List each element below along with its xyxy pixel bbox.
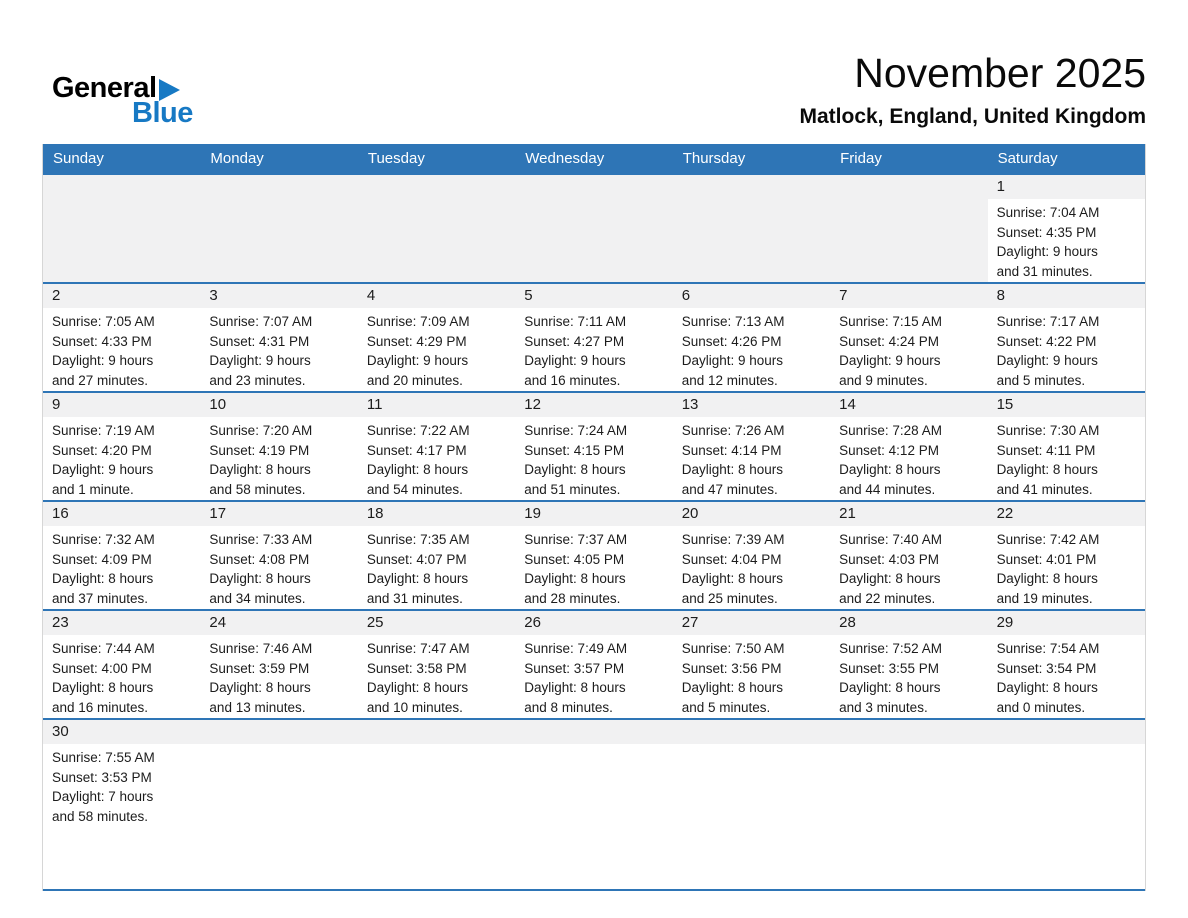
day-cell bbox=[988, 393, 1145, 500]
sunset-line: Sunset: 3:53 PM bbox=[52, 769, 152, 785]
daylight-line-2: and 44 minutes. bbox=[839, 481, 936, 497]
day-number: 15 bbox=[988, 393, 1145, 417]
day-number: 30 bbox=[43, 720, 200, 744]
day-details bbox=[673, 417, 830, 499]
day-details bbox=[200, 635, 357, 717]
daylight-line-2: and 28 minutes. bbox=[524, 590, 621, 606]
daylight-line-2: and 58 minutes. bbox=[209, 481, 306, 497]
daylight-line-2: and 8 minutes. bbox=[524, 699, 613, 715]
sunset-line: Sunset: 3:55 PM bbox=[839, 660, 939, 676]
daylight-line-2: and 23 minutes. bbox=[209, 372, 306, 388]
sunset-line: Sunset: 3:54 PM bbox=[996, 660, 1097, 676]
daylight-line-2: and 37 minutes. bbox=[52, 590, 149, 606]
daylight-line: Daylight: 8 hours bbox=[209, 571, 311, 587]
daylight-line: Daylight: 8 hours bbox=[524, 680, 626, 696]
empty-day-cell bbox=[830, 175, 987, 282]
day-details bbox=[43, 526, 200, 608]
day-details bbox=[358, 635, 515, 717]
day-number-empty bbox=[515, 720, 672, 744]
day-details bbox=[988, 308, 1145, 390]
sunset-line: Sunset: 4:26 PM bbox=[681, 333, 782, 349]
sunset-line: Sunset: 4:00 PM bbox=[52, 660, 152, 676]
day-cell bbox=[673, 502, 830, 609]
day-details bbox=[358, 417, 515, 499]
day-number: 4 bbox=[358, 284, 515, 308]
week-row bbox=[43, 393, 1145, 502]
day-number: 5 bbox=[515, 284, 672, 308]
day-number: 27 bbox=[673, 611, 830, 635]
sunset-line: Sunset: 4:07 PM bbox=[366, 551, 467, 567]
sunrise-line: Sunrise: 7:19 AM bbox=[52, 423, 155, 439]
sunrise-line: Sunrise: 7:30 AM bbox=[996, 423, 1100, 439]
day-details bbox=[515, 526, 672, 608]
sunrise-line: Sunrise: 7:54 AM bbox=[996, 641, 1100, 657]
daylight-line: Daylight: 9 hours bbox=[996, 244, 1098, 260]
day-number: 1 bbox=[988, 175, 1145, 199]
daylight-line-2: and 54 minutes. bbox=[366, 481, 463, 497]
day-number-empty bbox=[43, 175, 200, 199]
day-number-empty bbox=[200, 720, 357, 744]
day-number-empty bbox=[358, 720, 515, 744]
logo-text-blue: Blue bbox=[132, 97, 193, 129]
weekday-header-saturday: Saturday bbox=[997, 150, 1058, 168]
day-number: 29 bbox=[988, 611, 1145, 635]
daylight-line: Daylight: 8 hours bbox=[839, 462, 941, 478]
day-cell bbox=[200, 284, 357, 391]
daylight-line: Daylight: 8 hours bbox=[681, 462, 784, 478]
daylight-line-2: and 13 minutes. bbox=[209, 699, 306, 715]
daylight-line: Daylight: 8 hours bbox=[524, 462, 626, 478]
day-number: 21 bbox=[830, 502, 987, 526]
daylight-line: Daylight: 8 hours bbox=[52, 680, 154, 696]
daylight-line-2: and 31 minutes. bbox=[996, 263, 1093, 279]
sunrise-line: Sunrise: 7:49 AM bbox=[524, 641, 628, 657]
day-number-empty bbox=[673, 720, 830, 744]
weekday-header-tuesday: Tuesday bbox=[367, 150, 425, 168]
day-details bbox=[988, 635, 1145, 717]
daylight-line: Daylight: 8 hours bbox=[681, 571, 784, 587]
day-cell bbox=[358, 502, 515, 609]
daylight-line: Daylight: 9 hours bbox=[996, 353, 1098, 369]
day-number: 7 bbox=[830, 284, 987, 308]
day-number: 20 bbox=[673, 502, 830, 526]
weekday-header-monday: Monday bbox=[210, 150, 264, 168]
sunrise-line: Sunrise: 7:46 AM bbox=[209, 641, 313, 657]
sunrise-line: Sunrise: 7:05 AM bbox=[52, 314, 155, 330]
empty-day-cell bbox=[830, 720, 987, 889]
day-cell bbox=[515, 502, 672, 609]
day-number: 25 bbox=[358, 611, 515, 635]
day-cell bbox=[988, 611, 1145, 718]
day-cell bbox=[43, 611, 200, 718]
daylight-line: Daylight: 9 hours bbox=[524, 353, 626, 369]
day-number-empty bbox=[200, 175, 357, 199]
week-row bbox=[43, 720, 1145, 891]
day-cell bbox=[988, 284, 1145, 391]
sunrise-line: Sunrise: 7:39 AM bbox=[681, 532, 785, 548]
day-number: 23 bbox=[43, 611, 200, 635]
day-details bbox=[515, 635, 672, 717]
weekday-header-friday: Friday bbox=[840, 150, 882, 168]
daylight-line: Daylight: 8 hours bbox=[366, 571, 469, 587]
day-details bbox=[830, 308, 987, 390]
day-cell bbox=[830, 502, 987, 609]
day-number-empty bbox=[830, 720, 987, 744]
day-cell bbox=[358, 393, 515, 500]
day-number-empty bbox=[830, 175, 987, 199]
sunset-line: Sunset: 4:22 PM bbox=[996, 333, 1097, 349]
daylight-line-2: and 34 minutes. bbox=[209, 590, 306, 606]
sunset-line: Sunset: 4:05 PM bbox=[524, 551, 625, 567]
day-details bbox=[988, 199, 1145, 281]
sunset-line: Sunset: 4:33 PM bbox=[52, 333, 152, 349]
sunrise-line: Sunrise: 7:09 AM bbox=[366, 314, 470, 330]
sunset-line: Sunset: 4:14 PM bbox=[681, 442, 782, 458]
weekday-header-wednesday: Wednesday bbox=[525, 150, 605, 168]
sunset-line: Sunset: 4:01 PM bbox=[996, 551, 1097, 567]
day-number-empty bbox=[515, 175, 672, 199]
day-cell bbox=[830, 284, 987, 391]
sunset-line: Sunset: 3:58 PM bbox=[366, 660, 467, 676]
day-details bbox=[830, 526, 987, 608]
day-cell bbox=[988, 502, 1145, 609]
daylight-line-2: and 20 minutes. bbox=[366, 372, 463, 388]
sunset-line: Sunset: 4:24 PM bbox=[839, 333, 939, 349]
day-details bbox=[988, 526, 1145, 608]
day-cell bbox=[43, 502, 200, 609]
day-details bbox=[43, 417, 200, 499]
sunrise-line: Sunrise: 7:15 AM bbox=[839, 314, 942, 330]
daylight-line: Daylight: 9 hours bbox=[839, 353, 941, 369]
sunset-line: Sunset: 4:31 PM bbox=[209, 333, 310, 349]
day-cell bbox=[673, 611, 830, 718]
day-number: 26 bbox=[515, 611, 672, 635]
daylight-line: Daylight: 8 hours bbox=[996, 571, 1098, 587]
daylight-line: Daylight: 8 hours bbox=[209, 680, 311, 696]
day-number-empty bbox=[673, 175, 830, 199]
page-title: November 2025 bbox=[854, 50, 1146, 96]
empty-day-cell bbox=[673, 175, 830, 282]
day-number: 19 bbox=[515, 502, 672, 526]
daylight-line: Daylight: 9 hours bbox=[52, 462, 154, 478]
day-cell bbox=[988, 175, 1145, 282]
sunset-line: Sunset: 4:29 PM bbox=[366, 333, 467, 349]
page-subtitle: Matlock, England, United Kingdom bbox=[799, 105, 1146, 129]
day-details bbox=[830, 417, 987, 499]
day-number: 16 bbox=[43, 502, 200, 526]
daylight-line: Daylight: 8 hours bbox=[524, 571, 626, 587]
daylight-line: Daylight: 9 hours bbox=[52, 353, 154, 369]
sunrise-line: Sunrise: 7:20 AM bbox=[209, 423, 313, 439]
empty-day-cell bbox=[673, 720, 830, 889]
daylight-line-2: and 5 minutes. bbox=[681, 699, 771, 715]
day-number: 18 bbox=[358, 502, 515, 526]
day-details bbox=[673, 526, 830, 608]
day-cell bbox=[515, 611, 672, 718]
daylight-line: Daylight: 8 hours bbox=[839, 680, 941, 696]
day-number-empty bbox=[988, 720, 1145, 744]
daylight-line-2: and 1 minute. bbox=[52, 481, 134, 497]
empty-day-cell bbox=[358, 175, 515, 282]
daylight-line-2: and 25 minutes. bbox=[681, 590, 778, 606]
day-cell bbox=[43, 720, 200, 889]
daylight-line-2: and 58 minutes. bbox=[52, 808, 149, 824]
page-header bbox=[0, 0, 1188, 128]
day-number: 13 bbox=[673, 393, 830, 417]
sunset-line: Sunset: 4:09 PM bbox=[52, 551, 152, 567]
day-details bbox=[43, 744, 200, 826]
sunrise-line: Sunrise: 7:17 AM bbox=[996, 314, 1100, 330]
daylight-line: Daylight: 8 hours bbox=[366, 680, 469, 696]
sunrise-line: Sunrise: 7:04 AM bbox=[996, 205, 1100, 221]
day-cell bbox=[200, 502, 357, 609]
sunrise-line: Sunrise: 7:52 AM bbox=[839, 641, 942, 657]
daylight-line: Daylight: 8 hours bbox=[839, 571, 941, 587]
day-number: 11 bbox=[358, 393, 515, 417]
daylight-line: Daylight: 8 hours bbox=[209, 462, 311, 478]
daylight-line: Daylight: 8 hours bbox=[52, 571, 154, 587]
calendar-body bbox=[43, 175, 1145, 891]
day-details bbox=[673, 635, 830, 717]
day-cell bbox=[830, 393, 987, 500]
sunset-line: Sunset: 4:08 PM bbox=[209, 551, 310, 567]
title-block bbox=[800, 52, 1147, 128]
day-cell bbox=[200, 611, 357, 718]
week-row bbox=[43, 611, 1145, 720]
calendar bbox=[42, 144, 1146, 891]
day-details bbox=[673, 308, 830, 390]
daylight-line-2: and 12 minutes. bbox=[681, 372, 778, 388]
daylight-line-2: and 16 minutes. bbox=[524, 372, 621, 388]
sunrise-line: Sunrise: 7:47 AM bbox=[366, 641, 470, 657]
daylight-line-2: and 3 minutes. bbox=[839, 699, 928, 715]
sunrise-line: Sunrise: 7:22 AM bbox=[366, 423, 470, 439]
day-details bbox=[200, 308, 357, 390]
day-number: 9 bbox=[43, 393, 200, 417]
day-cell bbox=[830, 611, 987, 718]
day-details bbox=[358, 308, 515, 390]
sunrise-line: Sunrise: 7:35 AM bbox=[366, 532, 470, 548]
daylight-line-2: and 22 minutes. bbox=[839, 590, 936, 606]
sunrise-line: Sunrise: 7:24 AM bbox=[524, 423, 628, 439]
sunrise-line: Sunrise: 7:37 AM bbox=[524, 532, 628, 548]
empty-day-cell bbox=[988, 720, 1145, 889]
sunset-line: Sunset: 4:27 PM bbox=[524, 333, 625, 349]
day-cell bbox=[358, 611, 515, 718]
sunset-line: Sunset: 4:35 PM bbox=[996, 224, 1097, 240]
day-details bbox=[200, 526, 357, 608]
empty-day-cell bbox=[200, 175, 357, 282]
sunset-line: Sunset: 4:03 PM bbox=[839, 551, 939, 567]
day-details bbox=[988, 417, 1145, 499]
day-cell bbox=[673, 284, 830, 391]
day-number: 24 bbox=[200, 611, 357, 635]
sunrise-line: Sunrise: 7:42 AM bbox=[996, 532, 1100, 548]
day-number: 8 bbox=[988, 284, 1145, 308]
sunset-line: Sunset: 4:15 PM bbox=[524, 442, 625, 458]
sunset-line: Sunset: 3:59 PM bbox=[209, 660, 310, 676]
daylight-line-2: and 41 minutes. bbox=[996, 481, 1093, 497]
week-row bbox=[43, 175, 1145, 284]
day-details bbox=[43, 635, 200, 717]
day-cell bbox=[515, 393, 672, 500]
day-number: 10 bbox=[200, 393, 357, 417]
day-cell bbox=[43, 393, 200, 500]
daylight-line: Daylight: 8 hours bbox=[681, 680, 784, 696]
day-details bbox=[515, 308, 672, 390]
sunrise-line: Sunrise: 7:40 AM bbox=[839, 532, 942, 548]
day-number: 3 bbox=[200, 284, 357, 308]
sunrise-line: Sunrise: 7:11 AM bbox=[524, 314, 627, 330]
empty-day-cell bbox=[358, 720, 515, 889]
daylight-line-2: and 9 minutes. bbox=[839, 372, 928, 388]
day-details bbox=[830, 635, 987, 717]
week-row bbox=[43, 284, 1145, 393]
day-number: 17 bbox=[200, 502, 357, 526]
day-details bbox=[358, 526, 515, 608]
sunrise-line: Sunrise: 7:33 AM bbox=[209, 532, 313, 548]
sunset-line: Sunset: 3:56 PM bbox=[681, 660, 782, 676]
sunset-line: Sunset: 4:17 PM bbox=[366, 442, 467, 458]
daylight-line: Daylight: 8 hours bbox=[996, 462, 1098, 478]
weekday-header-row bbox=[43, 144, 1145, 175]
sunrise-line: Sunrise: 7:26 AM bbox=[681, 423, 785, 439]
day-details bbox=[515, 417, 672, 499]
day-cell bbox=[358, 284, 515, 391]
daylight-line: Daylight: 9 hours bbox=[209, 353, 311, 369]
day-number: 6 bbox=[673, 284, 830, 308]
sunset-line: Sunset: 4:20 PM bbox=[52, 442, 152, 458]
day-cell bbox=[515, 284, 672, 391]
daylight-line-2: and 0 minutes. bbox=[996, 699, 1086, 715]
daylight-line-2: and 16 minutes. bbox=[52, 699, 149, 715]
general-blue-logo bbox=[52, 74, 193, 128]
logo-text-general: General bbox=[52, 72, 157, 104]
day-number: 22 bbox=[988, 502, 1145, 526]
weekday-header-thursday: Thursday bbox=[682, 150, 746, 168]
daylight-line-2: and 10 minutes. bbox=[366, 699, 463, 715]
sunset-line: Sunset: 4:11 PM bbox=[996, 442, 1096, 458]
sunset-line: Sunset: 4:04 PM bbox=[681, 551, 782, 567]
sunset-line: Sunset: 3:57 PM bbox=[524, 660, 625, 676]
daylight-line: Daylight: 8 hours bbox=[996, 680, 1098, 696]
sunrise-line: Sunrise: 7:32 AM bbox=[52, 532, 155, 548]
daylight-line-2: and 27 minutes. bbox=[52, 372, 149, 388]
empty-day-cell bbox=[43, 175, 200, 282]
day-details bbox=[200, 417, 357, 499]
daylight-line-2: and 51 minutes. bbox=[524, 481, 621, 497]
day-cell bbox=[43, 284, 200, 391]
daylight-line: Daylight: 9 hours bbox=[366, 353, 469, 369]
daylight-line-2: and 5 minutes. bbox=[996, 372, 1086, 388]
sunrise-line: Sunrise: 7:13 AM bbox=[681, 314, 785, 330]
daylight-line: Daylight: 7 hours bbox=[52, 789, 154, 805]
sunrise-line: Sunrise: 7:50 AM bbox=[681, 641, 785, 657]
empty-day-cell bbox=[515, 175, 672, 282]
sunrise-line: Sunrise: 7:28 AM bbox=[839, 423, 942, 439]
sunrise-line: Sunrise: 7:44 AM bbox=[52, 641, 155, 657]
daylight-line-2: and 31 minutes. bbox=[366, 590, 463, 606]
day-number: 14 bbox=[830, 393, 987, 417]
empty-day-cell bbox=[515, 720, 672, 889]
day-cell bbox=[673, 393, 830, 500]
sunset-line: Sunset: 4:12 PM bbox=[839, 442, 939, 458]
daylight-line: Daylight: 9 hours bbox=[681, 353, 784, 369]
weekday-header-sunday: Sunday bbox=[53, 150, 104, 168]
daylight-line-2: and 19 minutes. bbox=[996, 590, 1093, 606]
day-number: 28 bbox=[830, 611, 987, 635]
day-cell bbox=[200, 393, 357, 500]
day-number: 2 bbox=[43, 284, 200, 308]
day-details bbox=[43, 308, 200, 390]
sunrise-line: Sunrise: 7:07 AM bbox=[209, 314, 313, 330]
sunset-line: Sunset: 4:19 PM bbox=[209, 442, 310, 458]
day-number: 12 bbox=[515, 393, 672, 417]
empty-day-cell bbox=[200, 720, 357, 889]
day-number-empty bbox=[358, 175, 515, 199]
daylight-line-2: and 47 minutes. bbox=[681, 481, 778, 497]
sunrise-line: Sunrise: 7:55 AM bbox=[52, 750, 155, 766]
daylight-line: Daylight: 8 hours bbox=[366, 462, 469, 478]
week-row bbox=[43, 502, 1145, 611]
